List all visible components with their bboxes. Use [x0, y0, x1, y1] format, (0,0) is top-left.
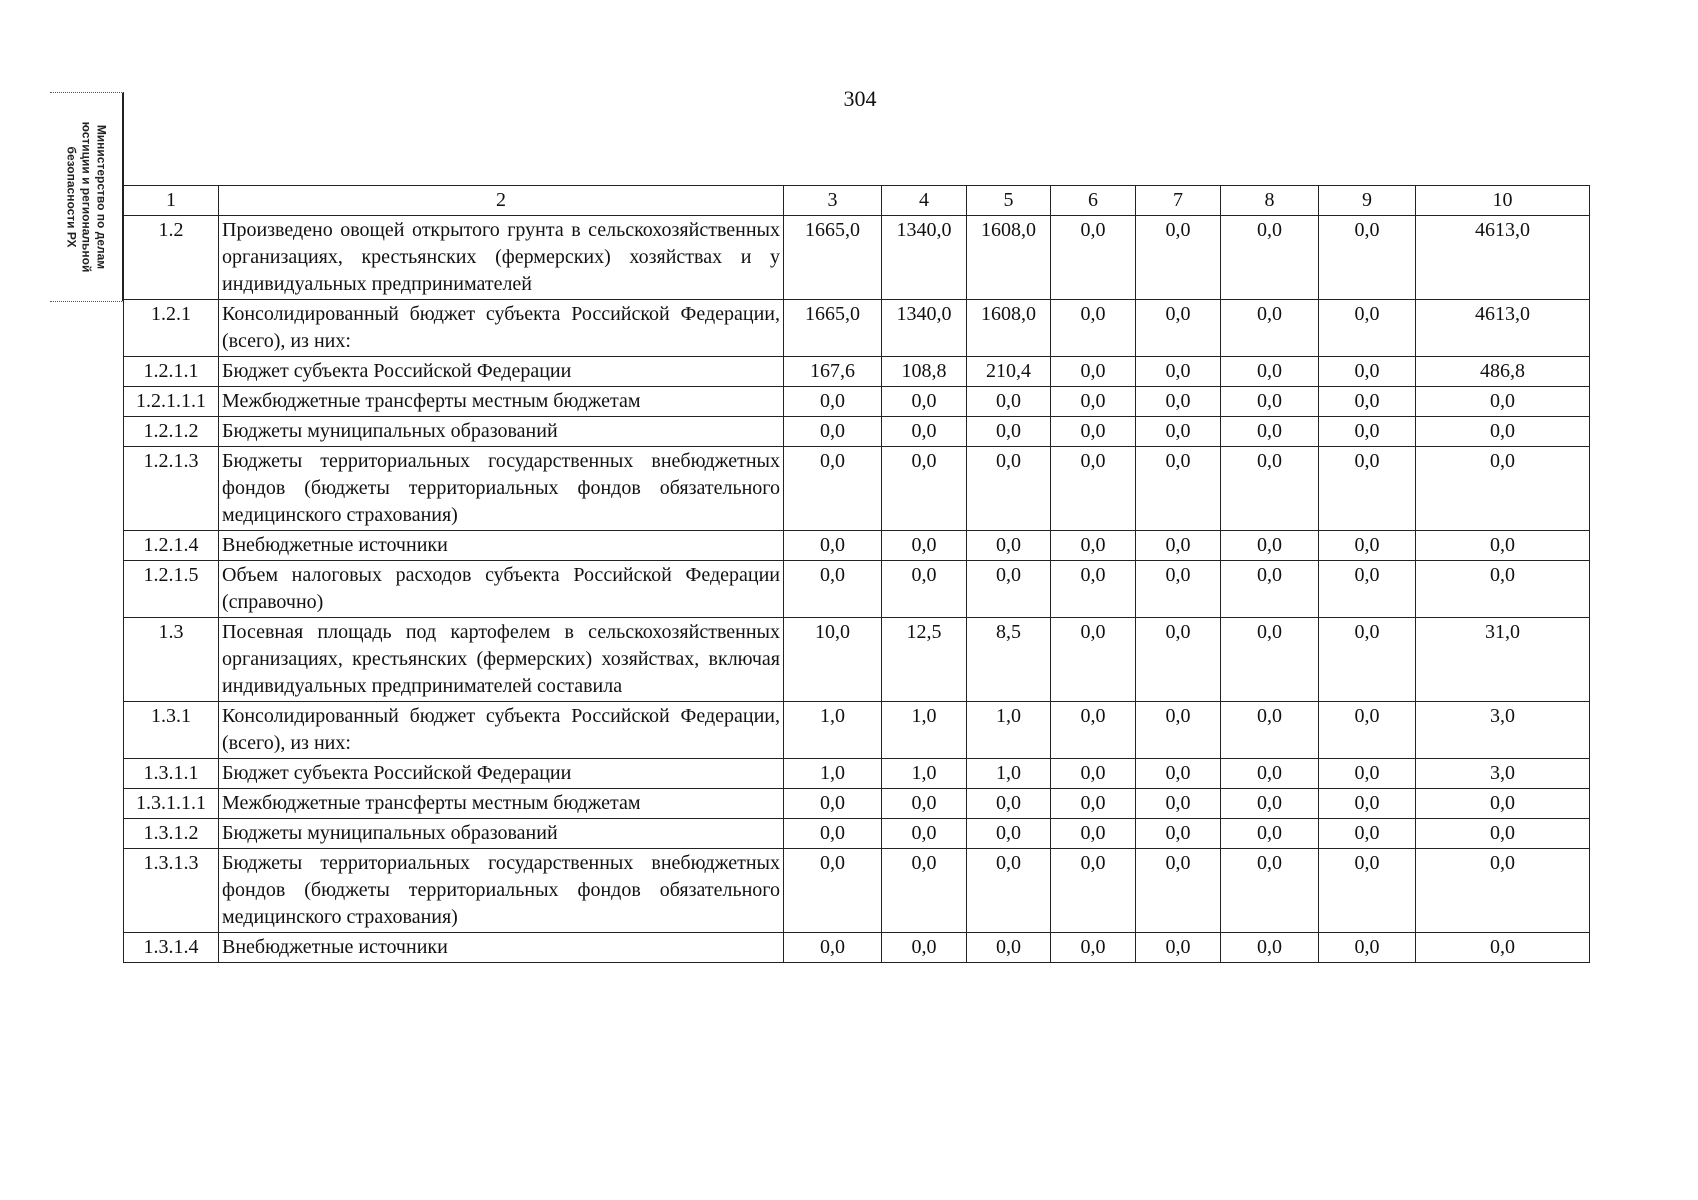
value-cell: 0,0 [1416, 417, 1590, 447]
value-cell: 0,0 [1416, 561, 1590, 618]
row-code: 1.2.1 [124, 300, 219, 357]
row-indicator-name: Бюджеты территориальных государственных внебюджетных фондов (бюджеты территориальных фондов обязательного медицинского страхования) [219, 447, 784, 531]
column-header: 1 [124, 186, 219, 216]
value-cell: 0,0 [1051, 849, 1136, 933]
column-header: 2 [219, 186, 784, 216]
row-indicator-name: Бюджеты муниципальных образований [219, 417, 784, 447]
value-cell: 0,0 [1319, 849, 1416, 933]
value-cell: 0,0 [1136, 789, 1221, 819]
row-code: 1.3.1.2 [124, 819, 219, 849]
value-cell: 0,0 [1136, 759, 1221, 789]
value-cell: 12,5 [882, 618, 967, 702]
value-cell: 0,0 [1051, 216, 1136, 300]
value-cell: 0,0 [1319, 819, 1416, 849]
value-cell: 1665,0 [784, 216, 882, 300]
value-cell: 0,0 [1051, 759, 1136, 789]
value-cell: 0,0 [1319, 216, 1416, 300]
value-cell: 0,0 [1051, 387, 1136, 417]
table-row [124, 216, 1590, 300]
value-cell: 0,0 [882, 417, 967, 447]
row-indicator-name: Межбюджетные трансферты местным бюджетам [219, 789, 784, 819]
value-cell: 0,0 [1319, 789, 1416, 819]
value-cell: 1340,0 [882, 300, 967, 357]
value-cell: 0,0 [1221, 216, 1319, 300]
value-cell: 0,0 [1319, 387, 1416, 417]
value-cell: 0,0 [967, 417, 1051, 447]
value-cell: 0,0 [882, 447, 967, 531]
value-cell: 0,0 [1136, 531, 1221, 561]
value-cell: 0,0 [1221, 300, 1319, 357]
value-cell: 0,0 [1051, 933, 1136, 963]
table-body [124, 216, 1590, 963]
table-row [124, 357, 1590, 387]
row-code: 1.2 [124, 216, 219, 300]
value-cell: 0,0 [1221, 789, 1319, 819]
page-number: 304 [843, 86, 877, 111]
value-cell: 0,0 [1319, 561, 1416, 618]
value-cell: 0,0 [1221, 849, 1319, 933]
value-cell: 0,0 [1136, 417, 1221, 447]
value-cell: 0,0 [784, 561, 882, 618]
row-code: 1.3.1.4 [124, 933, 219, 963]
value-cell: 0,0 [1319, 447, 1416, 531]
value-cell: 0,0 [882, 387, 967, 417]
value-cell: 0,0 [1051, 561, 1136, 618]
value-cell: 0,0 [1221, 702, 1319, 759]
row-indicator-name: Консолидированный бюджет субъекта Российской Федерации, (всего), из них: [219, 702, 784, 759]
value-cell: 0,0 [1051, 789, 1136, 819]
value-cell: 0,0 [1416, 387, 1590, 417]
value-cell: 0,0 [1416, 849, 1590, 933]
value-cell: 0,0 [1136, 618, 1221, 702]
row-indicator-name: Бюджет субъекта Российской Федерации [219, 357, 784, 387]
value-cell: 1,0 [784, 759, 882, 789]
value-cell: 31,0 [1416, 618, 1590, 702]
value-cell: 0,0 [1319, 417, 1416, 447]
value-cell: 0,0 [967, 933, 1051, 963]
value-cell: 1,0 [784, 702, 882, 759]
value-cell: 0,0 [1221, 447, 1319, 531]
table-row [124, 531, 1590, 561]
value-cell: 0,0 [1319, 618, 1416, 702]
table-row [124, 618, 1590, 702]
value-cell: 3,0 [1416, 759, 1590, 789]
value-cell: 0,0 [784, 789, 882, 819]
value-cell: 0,0 [967, 849, 1051, 933]
value-cell: 0,0 [882, 819, 967, 849]
column-header: 10 [1416, 186, 1590, 216]
table-row [124, 702, 1590, 759]
value-cell: 0,0 [1416, 531, 1590, 561]
value-cell: 0,0 [882, 561, 967, 618]
row-indicator-name: Посевная площадь под картофелем в сельскохозяйственных организациях, крестьянских (фермерских) хозяйствах, включая индивидуальных предпринимателей составила [219, 618, 784, 702]
table-row [124, 759, 1590, 789]
value-cell: 1,0 [967, 759, 1051, 789]
stamp-line: Министерство по делам [94, 124, 109, 270]
table-row [124, 387, 1590, 417]
value-cell: 0,0 [1136, 702, 1221, 759]
value-cell: 0,0 [1136, 216, 1221, 300]
row-indicator-name: Межбюджетные трансферты местным бюджетам [219, 387, 784, 417]
value-cell: 108,8 [882, 357, 967, 387]
value-cell: 0,0 [1319, 933, 1416, 963]
value-cell: 0,0 [1319, 759, 1416, 789]
row-code: 1.2.1.4 [124, 531, 219, 561]
value-cell: 0,0 [967, 447, 1051, 531]
value-cell: 0,0 [1319, 531, 1416, 561]
row-indicator-name: Консолидированный бюджет субъекта Российской Федерации, (всего), из них: [219, 300, 784, 357]
value-cell: 0,0 [882, 789, 967, 819]
row-indicator-name: Бюджеты территориальных государственных внебюджетных фондов (бюджеты территориальных фондов обязательного медицинского страхования) [219, 849, 784, 933]
value-cell: 0,0 [882, 531, 967, 561]
table-row [124, 561, 1590, 618]
value-cell: 0,0 [882, 933, 967, 963]
value-cell: 0,0 [967, 819, 1051, 849]
table-row [124, 819, 1590, 849]
column-header: 9 [1319, 186, 1416, 216]
value-cell: 210,4 [967, 357, 1051, 387]
column-header: 8 [1221, 186, 1319, 216]
value-cell: 0,0 [882, 849, 967, 933]
value-cell: 0,0 [1136, 819, 1221, 849]
value-cell: 0,0 [967, 531, 1051, 561]
value-cell: 0,0 [1051, 819, 1136, 849]
value-cell: 4613,0 [1416, 300, 1590, 357]
value-cell: 486,8 [1416, 357, 1590, 387]
row-code: 1.3.1 [124, 702, 219, 759]
stamp-text [64, 93, 109, 301]
column-header: 5 [967, 186, 1051, 216]
value-cell: 0,0 [1136, 561, 1221, 618]
row-indicator-name: Бюджеты муниципальных образований [219, 819, 784, 849]
value-cell: 0,0 [784, 387, 882, 417]
table-row [124, 447, 1590, 531]
value-cell: 8,5 [967, 618, 1051, 702]
value-cell: 0,0 [1416, 933, 1590, 963]
column-header: 7 [1136, 186, 1221, 216]
value-cell: 0,0 [1136, 387, 1221, 417]
stamp-line: безопасности РХ [64, 146, 79, 248]
row-indicator-name: Произведено овощей открытого грунта в сельскохозяйственных организациях, крестьянских (фермерских) хозяйствах и у индивидуальных предпринимателей [219, 216, 784, 300]
row-code: 1.2.1.1.1 [124, 387, 219, 417]
value-cell: 0,0 [1136, 849, 1221, 933]
value-cell: 4613,0 [1416, 216, 1590, 300]
value-cell: 0,0 [967, 789, 1051, 819]
header-row [124, 186, 1590, 216]
column-header: 6 [1051, 186, 1136, 216]
value-cell: 0,0 [967, 561, 1051, 618]
value-cell: 167,6 [784, 357, 882, 387]
value-cell: 10,0 [784, 618, 882, 702]
row-indicator-name: Бюджет субъекта Российской Федерации [219, 759, 784, 789]
value-cell: 0,0 [1051, 618, 1136, 702]
row-code: 1.2.1.3 [124, 447, 219, 531]
value-cell: 0,0 [1051, 417, 1136, 447]
value-cell: 0,0 [1221, 531, 1319, 561]
table-row [124, 417, 1590, 447]
table-row [124, 300, 1590, 357]
value-cell: 0,0 [784, 819, 882, 849]
row-indicator-name: Объем налоговых расходов субъекта Российской Федерации (справочно) [219, 561, 784, 618]
value-cell: 0,0 [1221, 357, 1319, 387]
row-indicator-name: Внебюджетные источники [219, 933, 784, 963]
value-cell: 0,0 [1416, 789, 1590, 819]
value-cell: 0,0 [784, 447, 882, 531]
value-cell: 0,0 [1221, 417, 1319, 447]
value-cell: 1340,0 [882, 216, 967, 300]
table-row [124, 789, 1590, 819]
value-cell: 0,0 [1051, 702, 1136, 759]
value-cell: 0,0 [784, 849, 882, 933]
column-header: 3 [784, 186, 882, 216]
value-cell: 0,0 [967, 387, 1051, 417]
row-code: 1.3.1.1 [124, 759, 219, 789]
value-cell: 0,0 [784, 417, 882, 447]
value-cell: 0,0 [1051, 300, 1136, 357]
value-cell: 3,0 [1416, 702, 1590, 759]
value-cell: 0,0 [1221, 933, 1319, 963]
stamp-line: юстиции и региональной [79, 121, 94, 273]
column-header: 4 [882, 186, 967, 216]
value-cell: 0,0 [1136, 933, 1221, 963]
value-cell: 1,0 [967, 702, 1051, 759]
value-cell: 0,0 [1416, 447, 1590, 531]
value-cell: 0,0 [1221, 618, 1319, 702]
value-cell: 0,0 [1051, 531, 1136, 561]
value-cell: 0,0 [1051, 357, 1136, 387]
value-cell: 0,0 [1319, 702, 1416, 759]
row-code: 1.2.1.2 [124, 417, 219, 447]
row-code: 1.3 [124, 618, 219, 702]
value-cell: 0,0 [1319, 300, 1416, 357]
value-cell: 0,0 [784, 933, 882, 963]
value-cell: 0,0 [1136, 357, 1221, 387]
registration-stamp [50, 92, 124, 302]
row-code: 1.2.1.1 [124, 357, 219, 387]
row-code: 1.3.1.1.1 [124, 789, 219, 819]
value-cell: 0,0 [1319, 357, 1416, 387]
value-cell: 0,0 [784, 531, 882, 561]
value-cell: 0,0 [1136, 300, 1221, 357]
table-row [124, 849, 1590, 933]
value-cell: 1608,0 [967, 216, 1051, 300]
value-cell: 0,0 [1221, 819, 1319, 849]
row-code: 1.3.1.3 [124, 849, 219, 933]
value-cell: 0,0 [1221, 387, 1319, 417]
value-cell: 0,0 [1221, 759, 1319, 789]
value-cell: 0,0 [1136, 447, 1221, 531]
value-cell: 1,0 [882, 702, 967, 759]
budget-table [123, 185, 1590, 963]
value-cell: 1665,0 [784, 300, 882, 357]
value-cell: 0,0 [1221, 561, 1319, 618]
value-cell: 0,0 [1051, 447, 1136, 531]
row-indicator-name: Внебюджетные источники [219, 531, 784, 561]
value-cell: 1608,0 [967, 300, 1051, 357]
value-cell: 0,0 [1416, 819, 1590, 849]
table-row [124, 933, 1590, 963]
row-code: 1.2.1.5 [124, 561, 219, 618]
value-cell: 1,0 [882, 759, 967, 789]
